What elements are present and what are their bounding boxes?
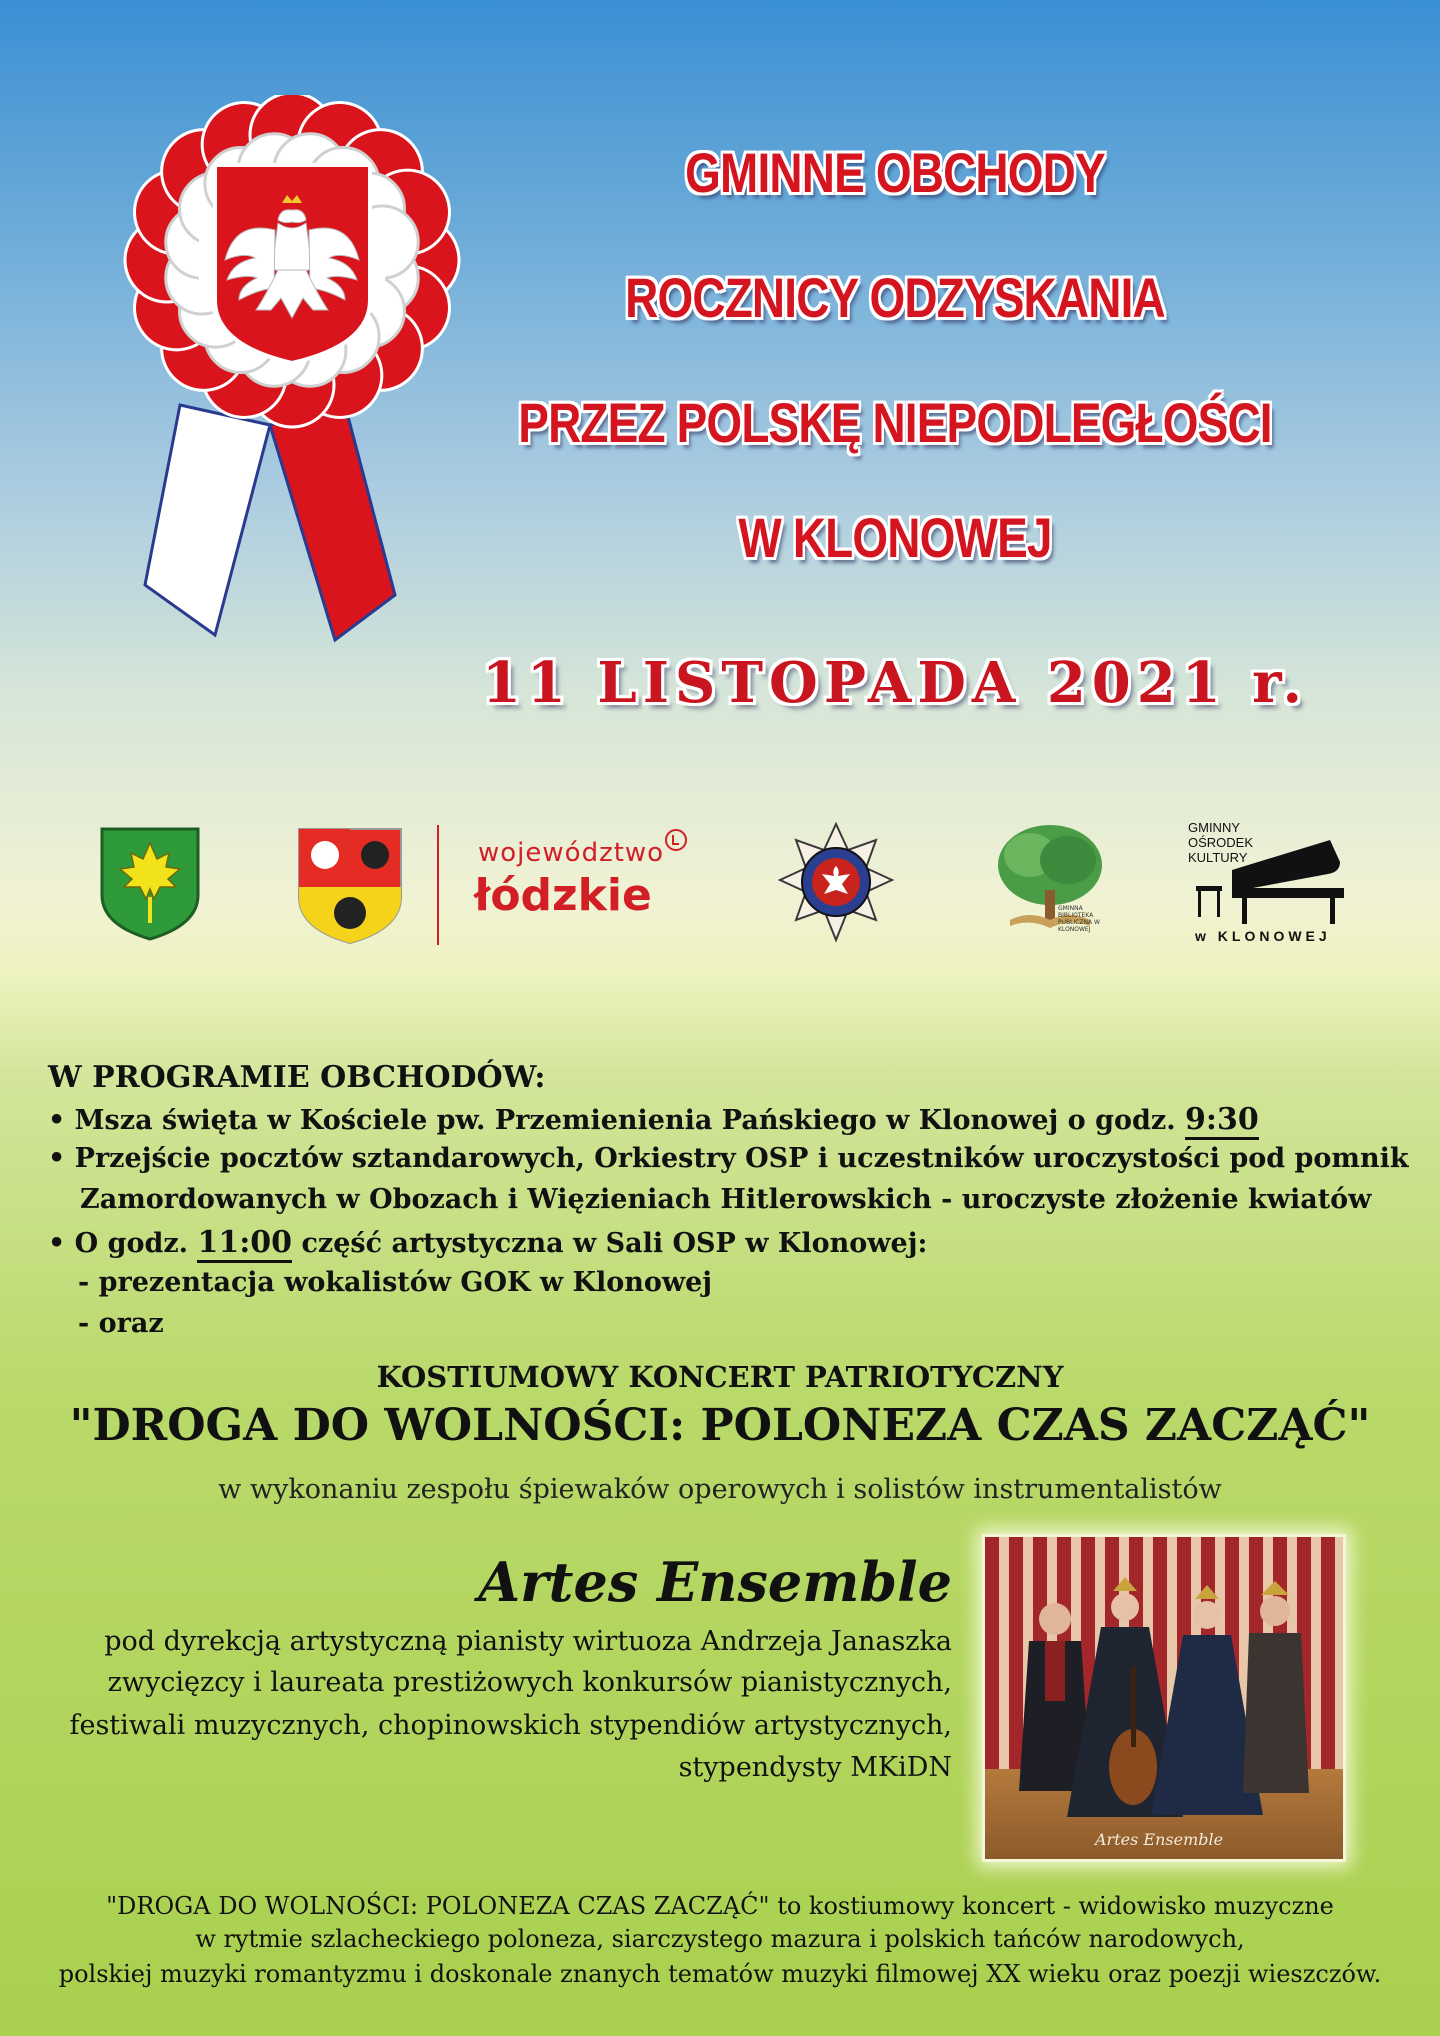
concert-title: "DROGA DO WOLNOŚCI: POLONEZA CZAS ZACZĄĆ": [69, 1400, 1371, 1451]
lodzkie-label-2: łódzkie: [474, 870, 652, 921]
program-item-art-time: 11:00: [197, 1225, 292, 1263]
footer-line-3: polskiej muzyki romantyzmu i doskonale znanych tematów muzyki filmowej XX wieku oraz poezji wieszczów.: [58, 1960, 1382, 1988]
grand-piano-icon: [1190, 830, 1350, 926]
library-label: GMINNA BIBLIOTEKA PUBLICZNA W KLONOWEJ: [1058, 905, 1100, 933]
ribbon-red: [270, 405, 395, 640]
title-line-4: W KLONOWEJ: [738, 506, 1052, 569]
footer-line-1: "DROGA DO WOLNOŚCI: POLONEZA CZAS ZACZĄĆ" to kostiumowy koncert - widowisko muzyczne: [106, 1892, 1334, 1920]
title-line-3: PRZEZ POLSKĘ NIEPODLEGŁOŚCI: [518, 391, 1272, 454]
title-line-1: GMINNE OBCHODY: [685, 141, 1105, 204]
gok-town: w KLONOWEJ: [1195, 928, 1331, 944]
program-subitem-vocalists: - prezentacja wokalistów GOK w Klonowej: [78, 1267, 713, 1298]
concert-label: KOSTIUMOWY KONCERT PATRIOTYCZNY: [376, 1360, 1064, 1394]
program-item-procession-1: • Przejście pocztów sztandarowych, Orkiestry OSP i uczestników uroczystości pod pomnik: [48, 1143, 1409, 1174]
program-heading: W PROGRAMIE OBCHODÓW:: [48, 1060, 546, 1095]
program-subitem-oraz: - oraz: [78, 1308, 164, 1339]
lodzkie-label-1: województwo: [478, 838, 665, 868]
ensemble-desc-1: pod dyrekcją artystyczną pianisty wirtuoza Andrzeja Janaszka: [104, 1626, 952, 1657]
lodzkie-coat-of-arms-icon: [295, 825, 405, 947]
ensemble-desc-2: zwycięzcy i laureata prestiżowych konkursów pianistycznych,: [107, 1667, 952, 1698]
ensemble-desc-3: festiwali muzycznych, chopinowskich stypendiów artystycznych,: [69, 1710, 952, 1741]
lodzkie-mark-icon: [664, 828, 688, 852]
concert-subtitle: w wykonaniu zespołu śpiewaków operowych i solistów instrumentalistów: [218, 1474, 1222, 1505]
ensemble-name: Artes Ensemble: [478, 1550, 952, 1614]
program-item-art: [48, 1225, 927, 1260]
program-item-mass-text: • Msza święta w Kościele pw. Przemienienia Pańskiego w Klonowej o godz.: [48, 1105, 1185, 1136]
title-line-2: ROCZNICY ODZYSKANIA: [625, 266, 1165, 329]
ensemble-desc-4: stypendysty MKiDN: [678, 1752, 952, 1783]
program-item-mass: [48, 1102, 1259, 1137]
gok-label: GMINNY OŚRODEK KULTURY: [1188, 820, 1254, 865]
program-item-procession-2: Zamordowanych w Obozach i Więzieniach Hitlerowskich - uroczyste złożenie kwiatów: [80, 1184, 1372, 1215]
polish-eagle-icon: [215, 165, 370, 363]
event-date: 11 LISTOPADA 2021 r.: [481, 650, 1309, 716]
ensemble-musicians-figure: [985, 1537, 1343, 1859]
program-item-mass-time: 9:30: [1185, 1102, 1259, 1140]
photo-caption: Artes Ensemble: [1095, 1830, 1224, 1849]
program-item-art-suffix: część artystyczna w Sali OSP w Klonowej:: [292, 1228, 928, 1259]
klonowa-coat-of-arms-icon: [98, 825, 202, 943]
ensemble-photo: [985, 1537, 1343, 1859]
rosette-emblem: [120, 95, 480, 655]
footer-line-2: w rytmie szlacheckiego poloneza, siarczystego mazura i polskich tańców narodowych,: [195, 1925, 1245, 1953]
program-item-art-prefix: • O godz.: [48, 1228, 198, 1259]
osp-firefighter-emblem-icon: [776, 820, 896, 945]
lodzkie-divider: [437, 825, 439, 945]
ribbon-white: [145, 405, 270, 635]
